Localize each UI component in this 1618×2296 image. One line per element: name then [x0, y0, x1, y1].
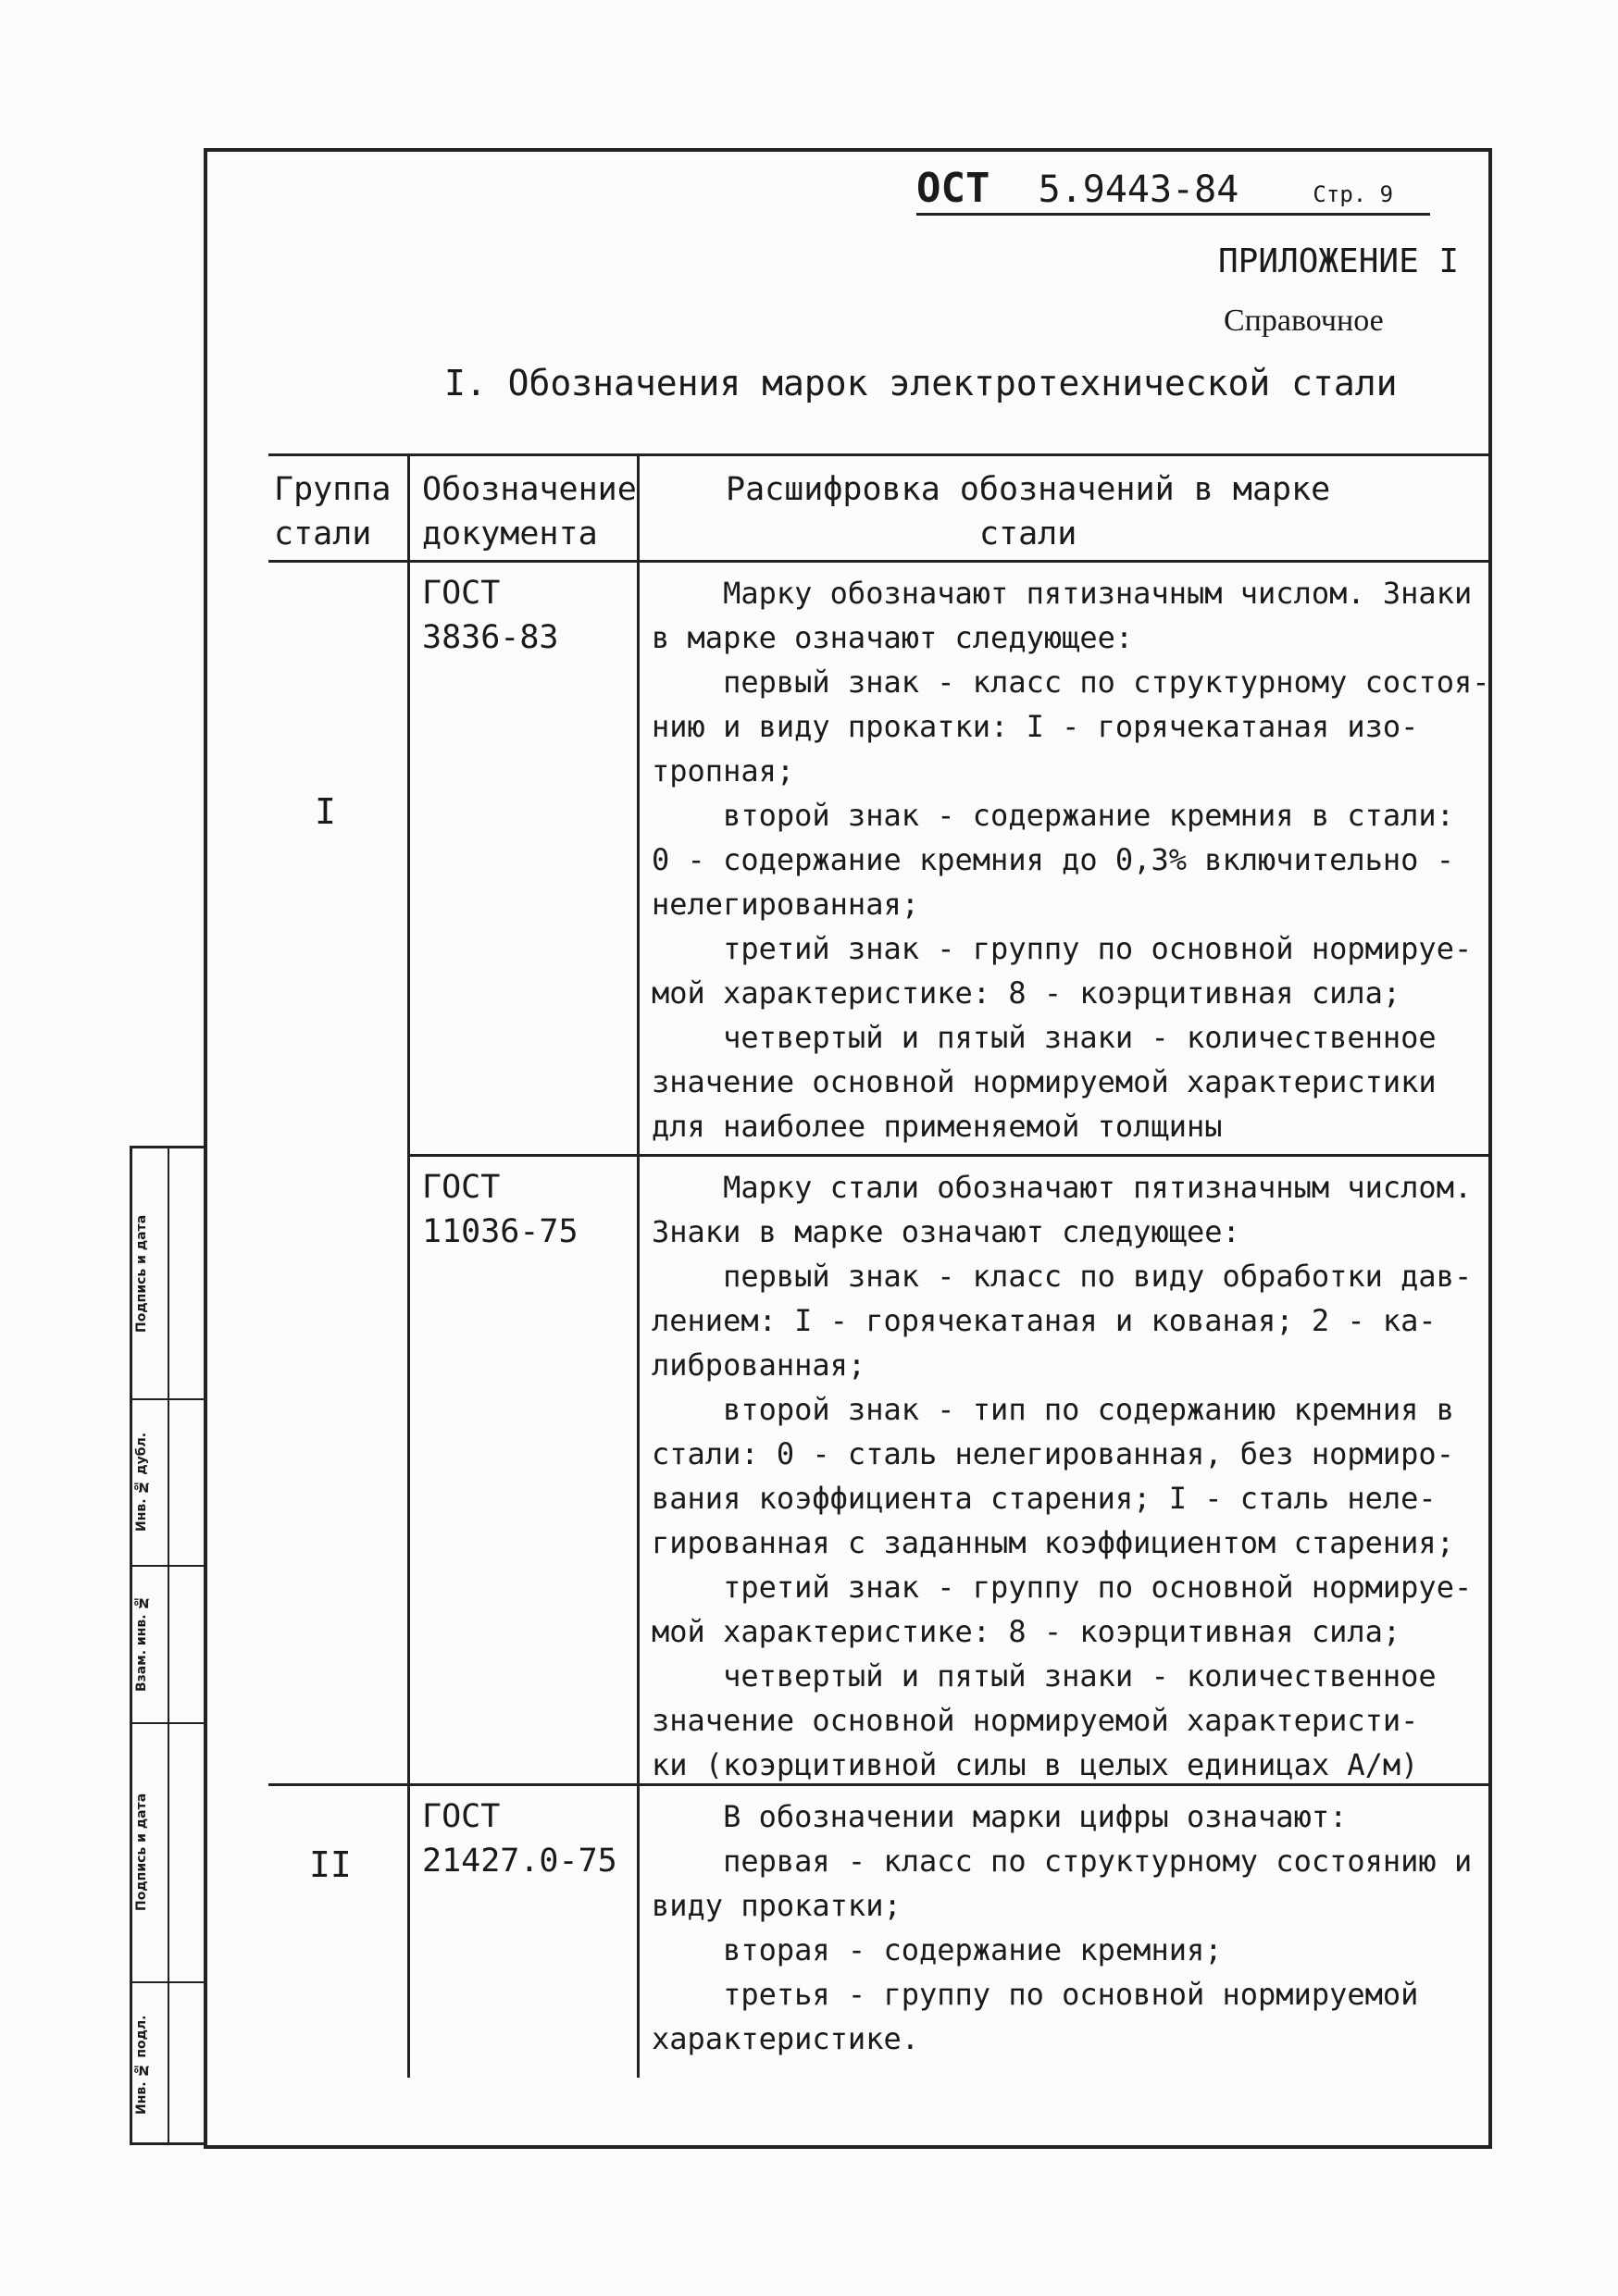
side-label-replacement-no: Взам. инв. №	[134, 1595, 149, 1693]
ost-label: ОСТ	[916, 165, 990, 212]
row-3-document: ГОСТ 21427.0-75	[422, 1798, 617, 1880]
row-2-document: ГОСТ 11036-75	[422, 1169, 579, 1250]
side-stamp-row-line	[132, 1722, 205, 1724]
side-label-signature-date: Подпись и дата	[134, 1214, 149, 1333]
col-header-group: Группа стали	[274, 471, 392, 552]
row-divider-1	[407, 1154, 1492, 1157]
col-header-document: Обозначение документа	[422, 471, 637, 552]
steel-grades-table	[268, 453, 1492, 2078]
appendix-label: ПРИЛОЖЕНИЕ I	[1218, 242, 1460, 280]
col-header-decoding: Расшифровка обозначений в марке стали	[726, 471, 1331, 552]
side-stamp-row-line	[132, 1981, 205, 1983]
side-stamp	[130, 1146, 205, 2145]
side-label-duplicate-no: Инв. № дубл.	[134, 1432, 149, 1532]
header-bottom-line	[268, 560, 1492, 563]
side-stamp-divider	[168, 1148, 169, 2142]
row-1-group: I	[315, 791, 336, 832]
col-divider-2	[637, 456, 640, 2078]
row-1-decoding: Марку обозначают пятизначным числом. Знаки в марке означают следующее: первый знак - класс по структурному состоя- нию и виду прокатки: I - горячекатаная изо- тропная; второй знак - содержание кремния в стали: 0 - содержание кремния до 0,3% включительно - нелегированная; третий знак - группу по основной нормируе- мой характеристике: 8 - коэрцитивная сила; четвертый и пятый знаки - количественное значение основной нормируемой характеристики для наиболее применяемой толщины	[652, 576, 1490, 1144]
side-label-signature-date-2: Подпись и дата	[134, 1793, 149, 1911]
col-divider-1	[407, 456, 410, 2078]
row-3-group: II	[309, 1844, 352, 1885]
row-2-decoding: Марку стали обозначают пятизначным числом. Знаки в марке означают следующее: первый знак - класс по виду обработки дав- лением: I - горячекатаная и кованая; 2 - ка- либрованная; второй знак - тип по содержанию кремния в стали: 0 - сталь нелегированная, без нормиро- вания коэффициента старения; I - сталь неле- гированная с заданным коэффициентом старения; третий знак - группу по основной нормируе- мой характеристике: 8 - коэрцитивная сила; четвертый и пятый знаки - количественное значение основной нормируемой характеристи- ки (коэрцитивной силы в целых единицах А/м)	[652, 1170, 1473, 1782]
section-title: I. Обозначения марок электротехнической стали	[444, 363, 1398, 403]
side-stamp-row-line	[132, 1398, 205, 1400]
side-stamp-row-line	[132, 1565, 205, 1567]
reference-label: Справочное	[1224, 304, 1384, 338]
standard-number: 5.9443-84	[1038, 168, 1239, 211]
page-number: Стр. 9	[1313, 181, 1394, 207]
row-3-decoding: В обозначении марки цифры означают: первая - класс по структурному состоянию и виду прокатки; вторая - содержание кремния; третья - группу по основной нормируемой характеристике.	[652, 1799, 1473, 2056]
document-code-header	[916, 165, 1430, 216]
row-1-document: ГОСТ 3836-83	[422, 575, 559, 656]
side-label-original-no: Инв. № подл.	[134, 2015, 149, 2115]
